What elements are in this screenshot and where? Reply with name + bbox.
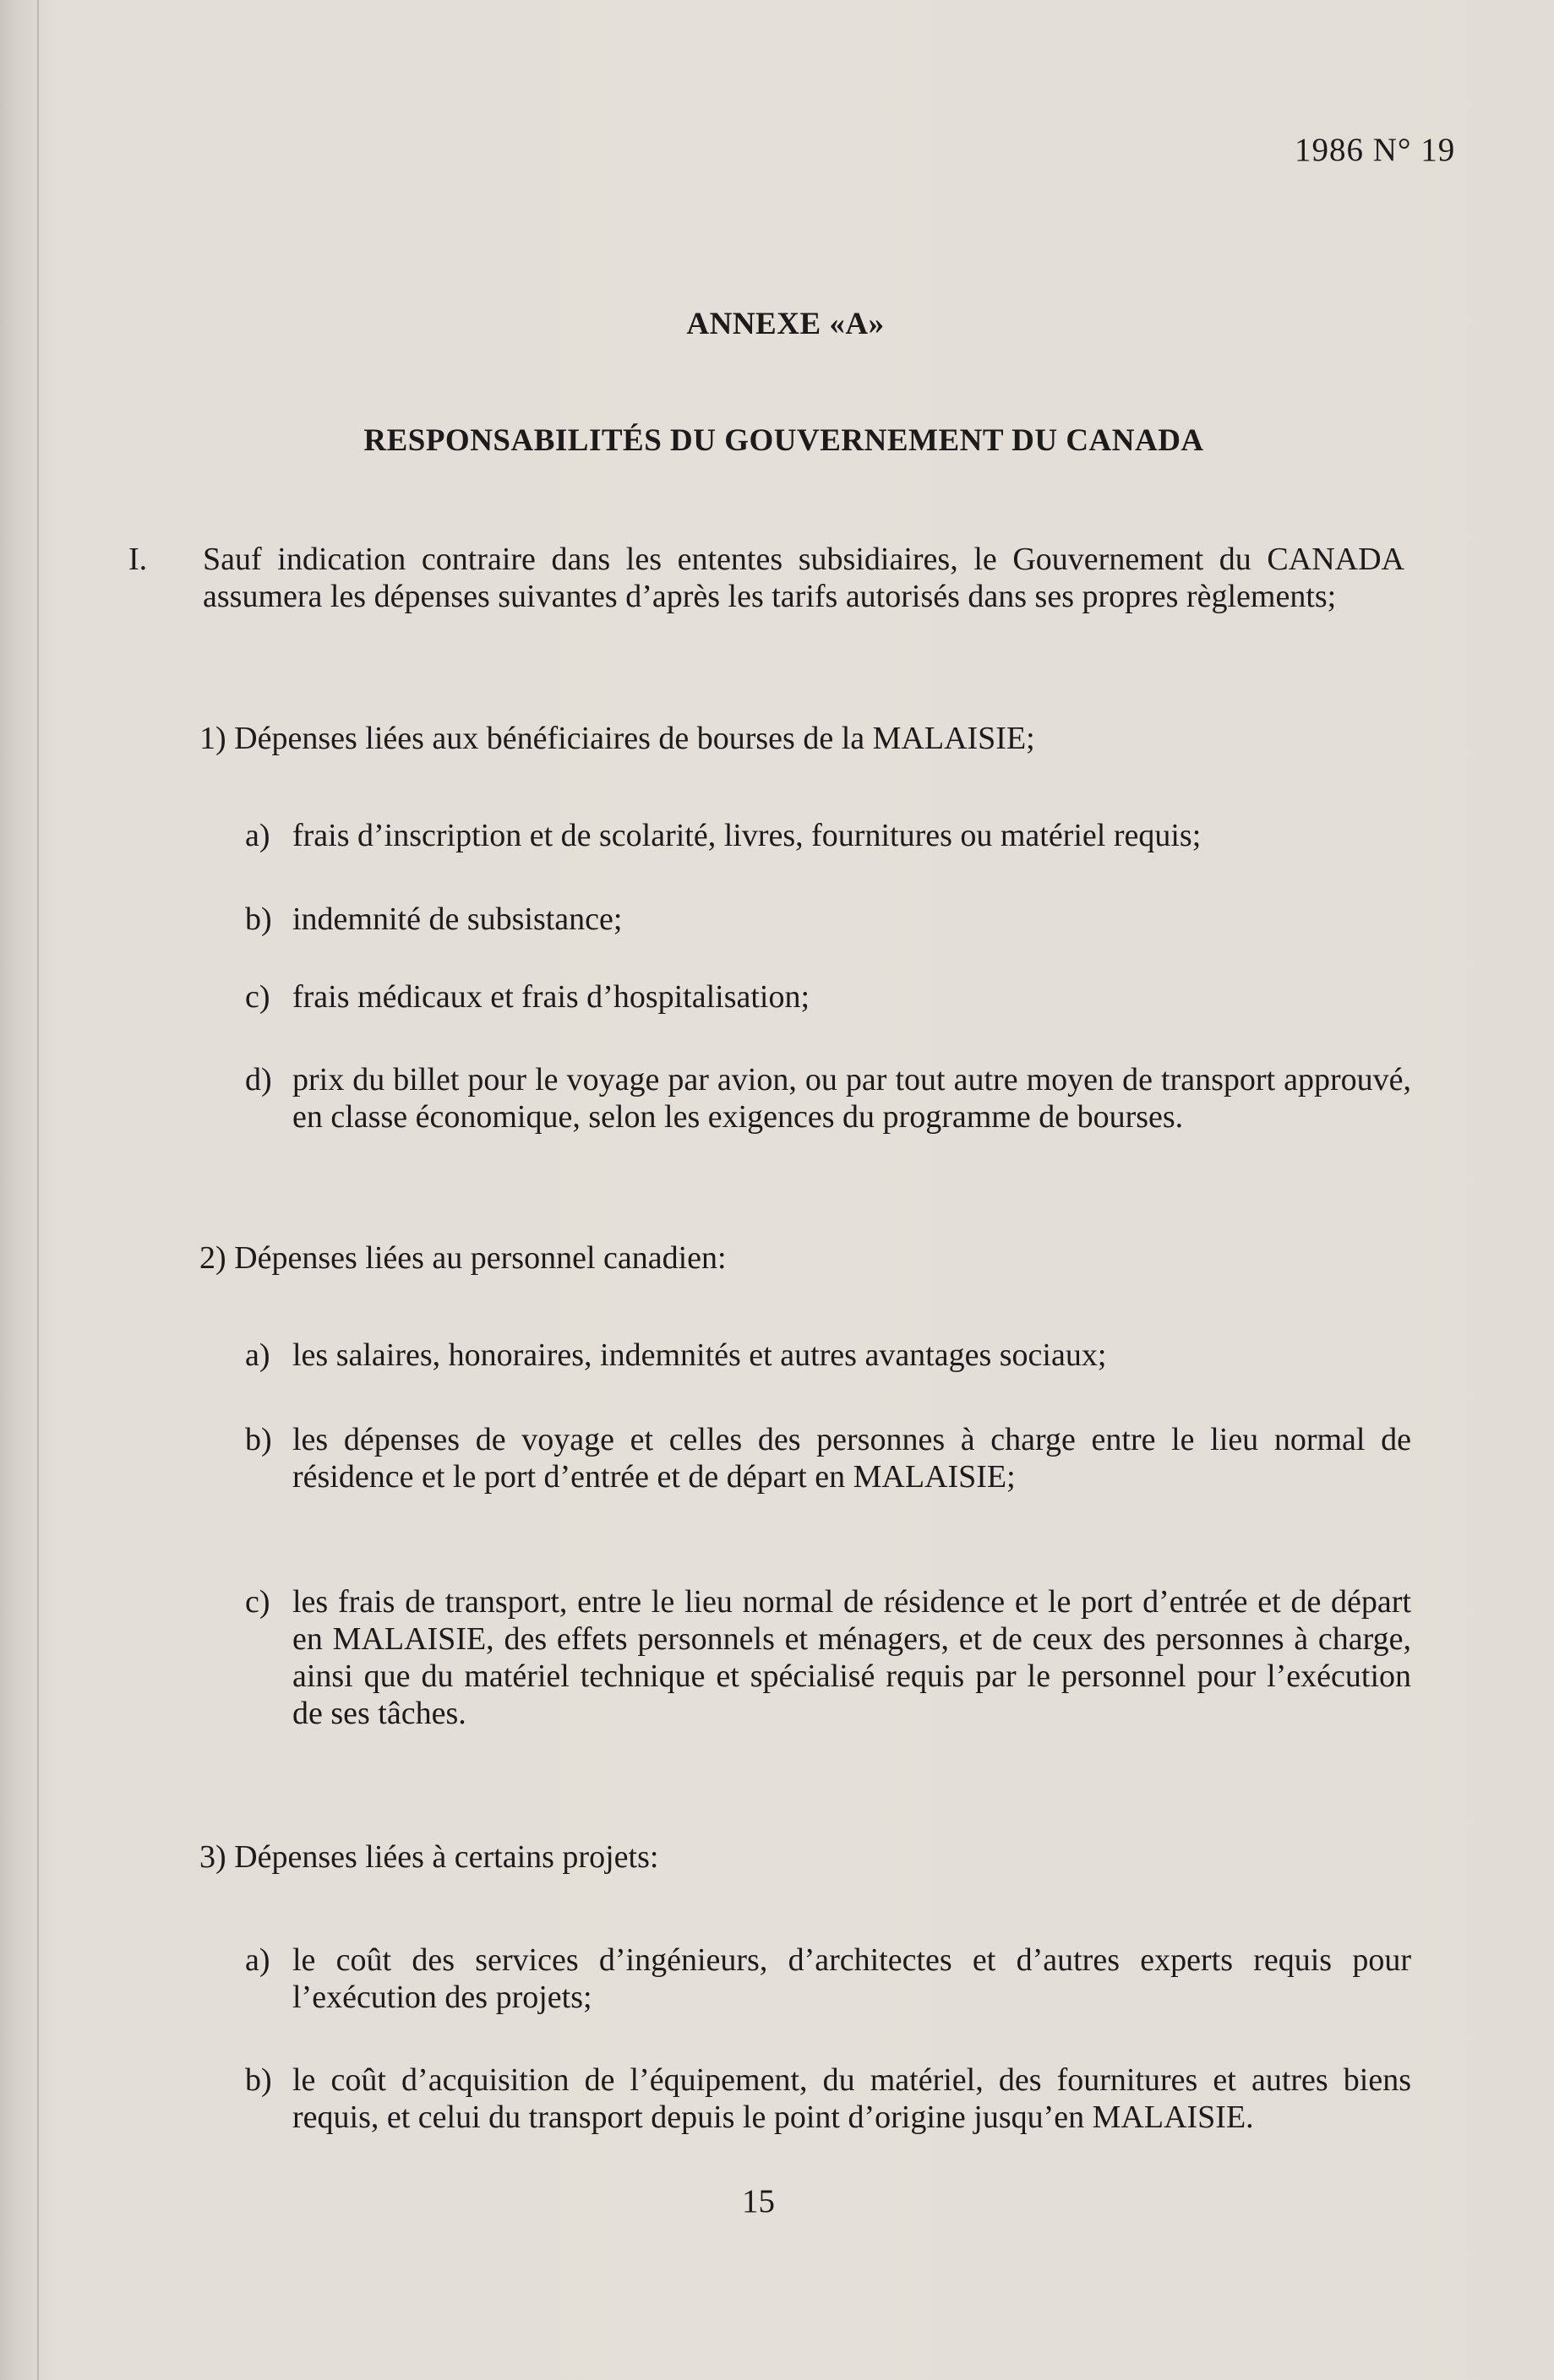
item-letter: b): [245, 1422, 272, 1457]
item-text: les dépenses de voyage et celles des personnes à charge entre le lieu normal de résidence et le port d’entrée et de départ en MALAISIE;: [292, 1422, 1411, 1495]
section-1-item-c: [245, 978, 1411, 1016]
item-letter: a): [245, 818, 270, 853]
section-1-item-b: [245, 901, 1411, 938]
section-2-item-c: [245, 1583, 1411, 1732]
item-letter: b): [245, 901, 272, 937]
section-1-label: 1) Dépenses liées aux bénéficiaires de bourses de la MALAISIE;: [199, 721, 1035, 756]
item-text: indemnité de subsistance;: [292, 901, 623, 937]
section-1-item-a: [245, 817, 1411, 854]
annex-title: ANNEXE «A»: [686, 307, 885, 341]
item-text: le coût d’acquisition de l’équipement, du matériel, des fournitures et autres biens requis, et celui du transport depuis le point d’origine jusqu’en MALAISIE.: [292, 2062, 1411, 2135]
section-3-item-a: [245, 1942, 1411, 2016]
paragraph-text: Sauf indication contraire dans les ententes subsidiaires, le Gouvernement du CANADA assumera les dépenses suivantes d’après les tarifs autorisés dans ses propres règlements;: [203, 542, 1404, 614]
section-3-item-b: [245, 2061, 1411, 2136]
item-text: prix du billet pour le voyage par avion, ou par tout autre moyen de transport approuvé, en classe économique, selon les exigences du programme de bourses.: [292, 1062, 1411, 1135]
section-title: RESPONSABILITÉS DU GOUVERNEMENT DU CANADA: [363, 423, 1204, 458]
item-letter: c): [245, 979, 270, 1015]
section-2-item-b: [245, 1421, 1411, 1495]
item-letter: b): [245, 2062, 272, 2098]
paragraph-number: I.: [128, 542, 148, 577]
item-letter: d): [245, 1062, 272, 1097]
section-1-item-d: [245, 1061, 1411, 1136]
item-text: les salaires, honoraires, indemnités et autres avantages sociaux;: [292, 1337, 1107, 1373]
item-letter: a): [245, 1942, 270, 1978]
item-letter: a): [245, 1337, 270, 1373]
binding-edge: [37, 0, 39, 2380]
section-3-label: 3) Dépenses liées à certains projets:: [199, 1839, 659, 1875]
item-text: frais médicaux et frais d’hospitalisation;: [292, 979, 810, 1015]
item-text: frais d’inscription et de scolarité, livres, fournitures ou matériel requis;: [292, 818, 1202, 853]
item-letter: c): [245, 1584, 270, 1620]
paragraph-i: [128, 541, 1404, 615]
section-2-label: 2) Dépenses liées au personnel canadien:: [199, 1240, 727, 1276]
section-2-item-a: [245, 1337, 1411, 1374]
item-text: les frais de transport, entre le lieu normal de résidence et le port d’entrée et de départ en MALAISIE, des effets personnels et ménagers, et de ceux des personnes à charge, ainsi que du matériel technique et spécialisé requis par le personnel pour l’exécution de ses tâches.: [292, 1584, 1411, 1731]
page-number: 15: [742, 2183, 775, 2219]
page-reference: 1986 N° 19: [1295, 132, 1456, 168]
item-text: le coût des services d’ingénieurs, d’architectes et d’autres experts requis pour l’exécution des projets;: [292, 1942, 1411, 2015]
